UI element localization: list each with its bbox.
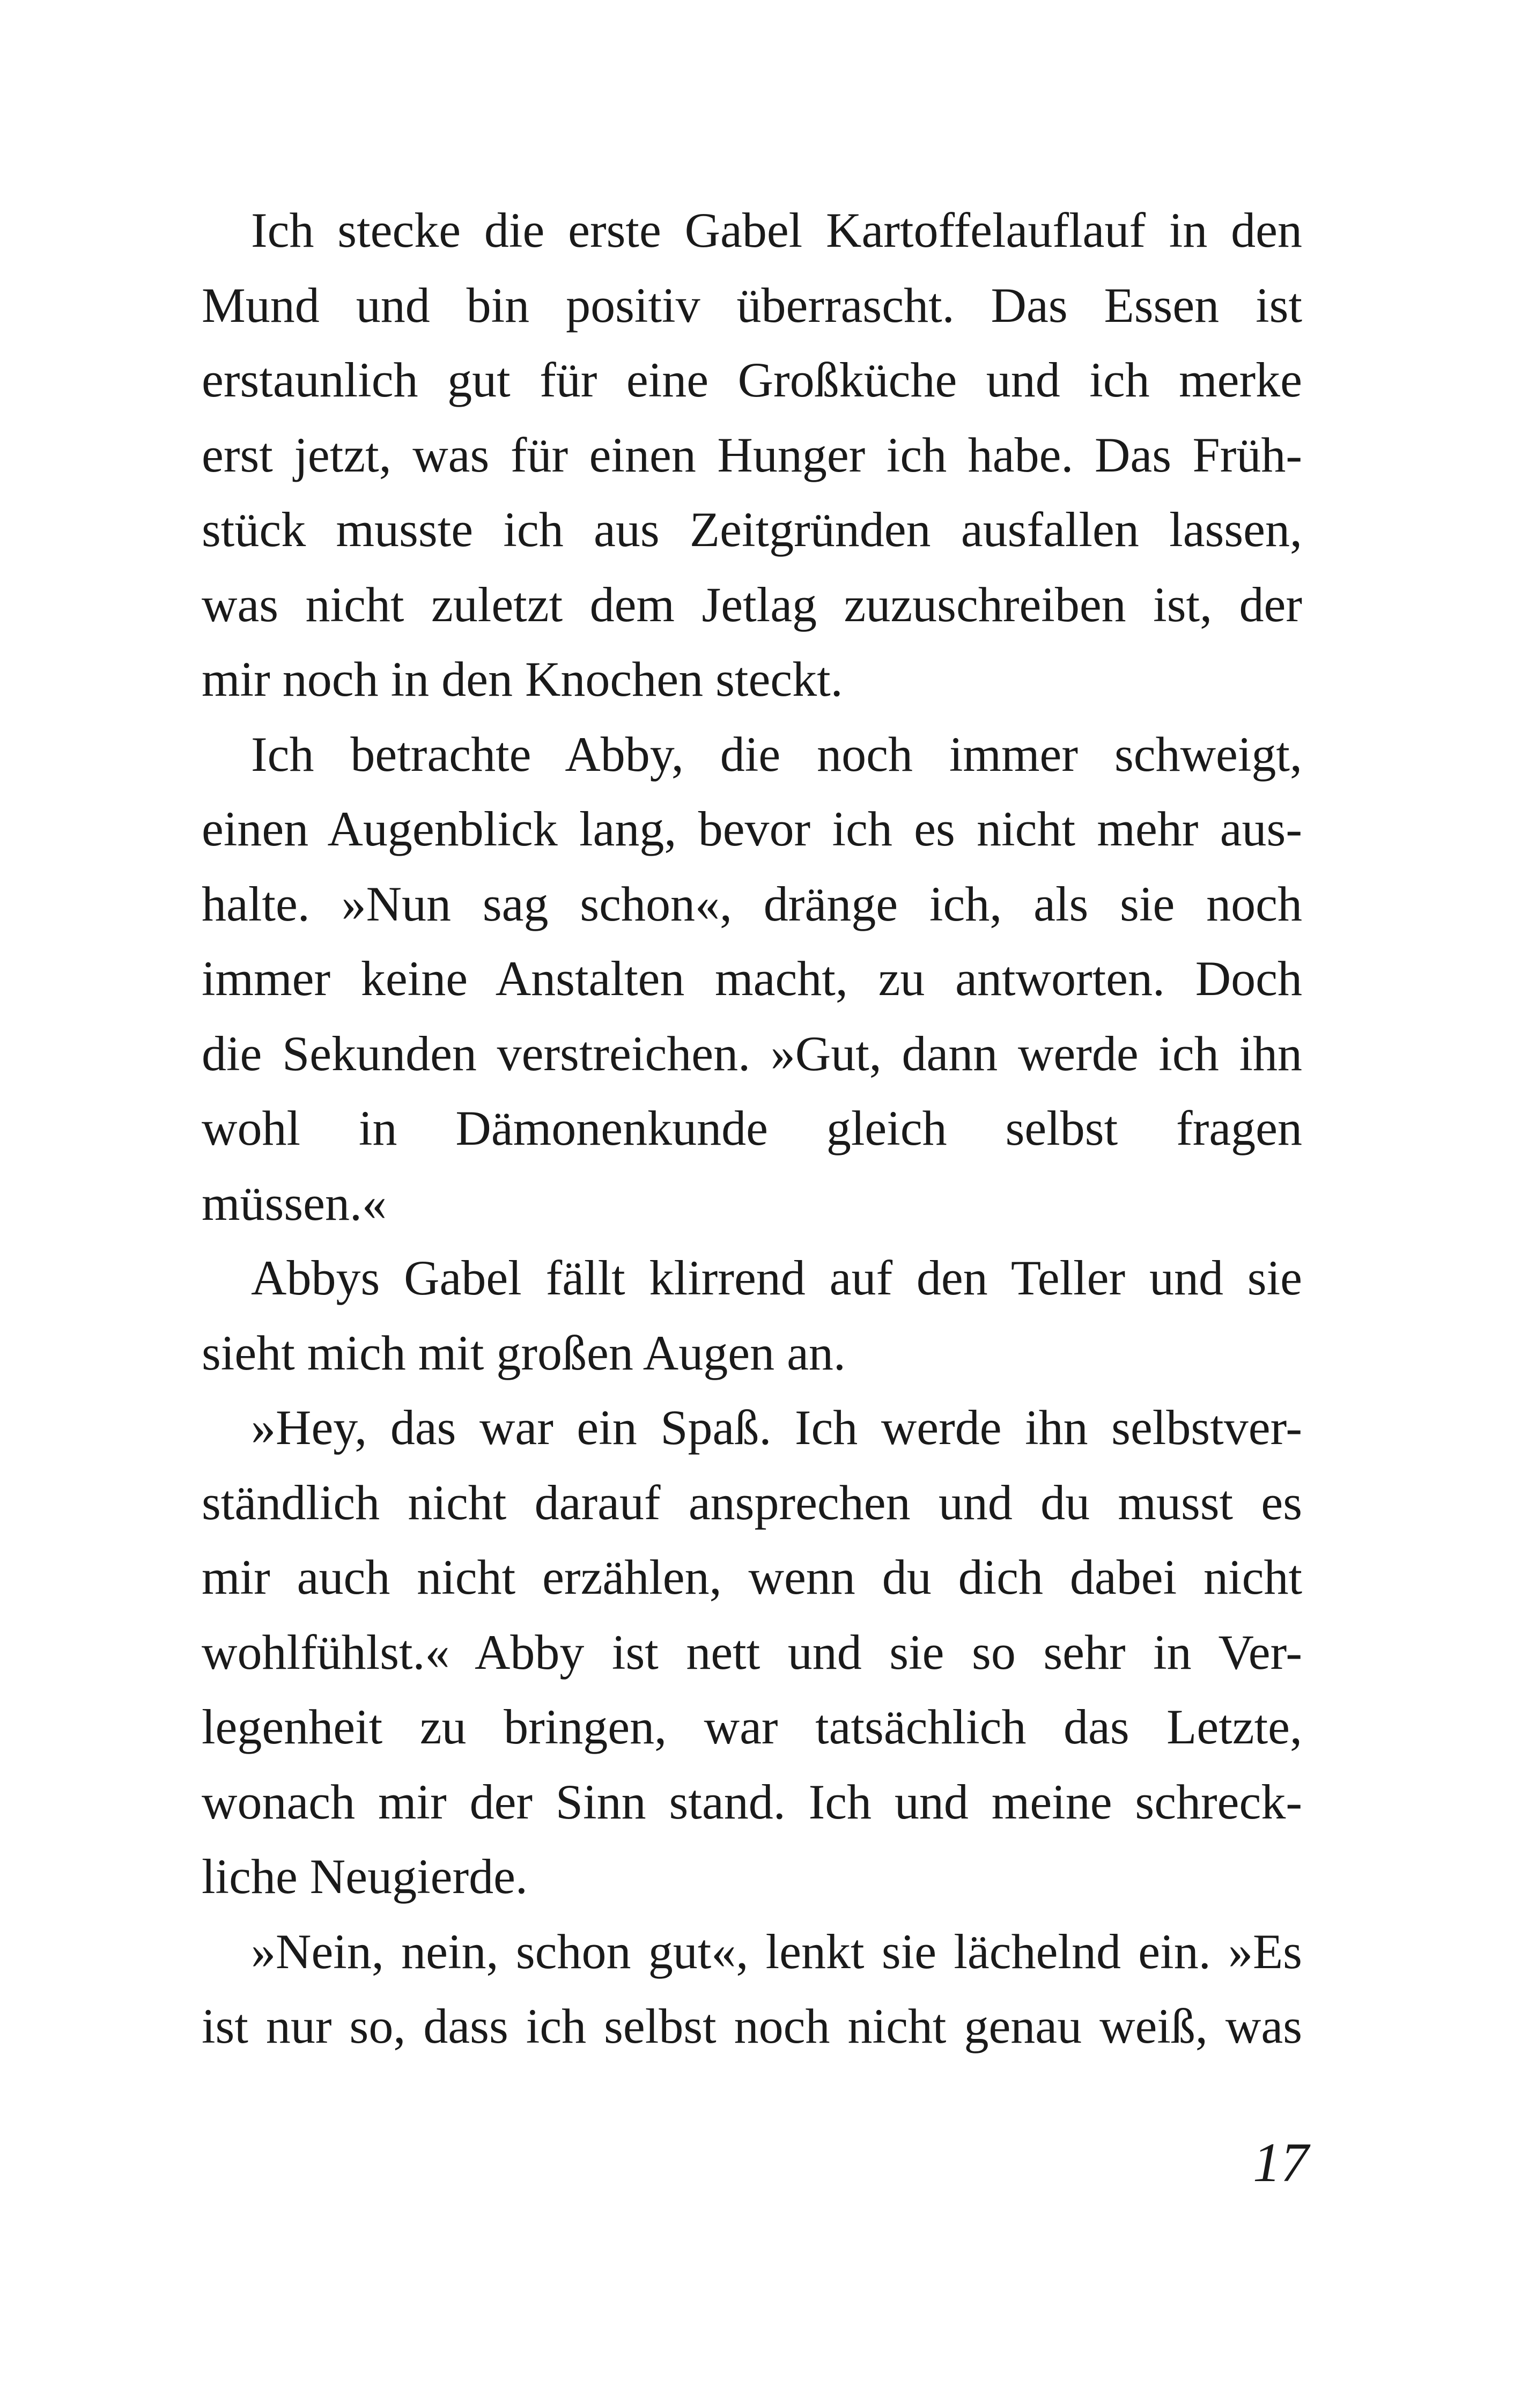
text-line: stück musste ich aus Zeitgründen ausfallen lassen, (202, 502, 1302, 557)
text-line: wonach mir der Sinn stand. Ich und meine schreck- (202, 1774, 1302, 1829)
body-text (202, 193, 1302, 2064)
text-line: wohl in Dämonenkunde gleich selbst fragen (202, 1101, 1302, 1155)
text-line: erstaunlich gut für eine Großküche und ich merke (202, 352, 1302, 407)
text-line: wohlfühlst.« Abby ist nett und sie so sehr in Ver- (202, 1624, 1302, 1680)
text-line: mir auch nicht erzählen, wenn du dich dabei nicht (202, 1550, 1302, 1604)
text-line: die Sekunden verstreichen. »Gut, dann werde ich ihn (202, 1026, 1302, 1081)
text-line: halte. »Nun sag schon«, dränge ich, als sie noch (202, 876, 1302, 931)
text-line: was nicht zuletzt dem Jetlag zuzuschreiben ist, der (202, 577, 1302, 632)
text-line: Abbys Gabel fällt klirrend auf den Teller und sie (251, 1250, 1302, 1305)
page-number: 17 (1253, 2132, 1309, 2193)
text-line: »Hey, das war ein Spaß. Ich werde ihn selbstver- (251, 1400, 1302, 1455)
text-line: erst jetzt, was für einen Hunger ich habe. Das Früh- (202, 427, 1302, 482)
text-line: »Nein, nein, schon gut«, lenkt sie lächelnd ein. »Es (251, 1924, 1302, 1979)
text-line: einen Augenblick lang, bevor ich es nicht mehr aus- (202, 801, 1302, 856)
text-line: Ich stecke die erste Gabel Kartoffelauflauf in den (251, 203, 1302, 257)
text-line: immer keine Anstalten macht, zu antworten. Doch (202, 951, 1302, 1006)
text-line: müssen.« (202, 1175, 387, 1231)
text-line: ständlich nicht darauf ansprechen und du musst es (202, 1475, 1302, 1530)
text-line: legenheit zu bringen, war tatsächlich das Letzte, (202, 1699, 1302, 1754)
text-line: sieht mich mit großen Augen an. (202, 1325, 846, 1380)
text-line: Ich betrachte Abby, die noch immer schweigt, (251, 726, 1302, 782)
text-line: ist nur so, dass ich selbst noch nicht genau weiß, was (202, 1999, 1302, 2053)
text-line: liche Neugierde. (202, 1849, 528, 1904)
text-line: mir noch in den Knochen steckt. (202, 652, 843, 706)
text-line: Mund und bin positiv überrascht. Das Essen ist (202, 277, 1302, 333)
